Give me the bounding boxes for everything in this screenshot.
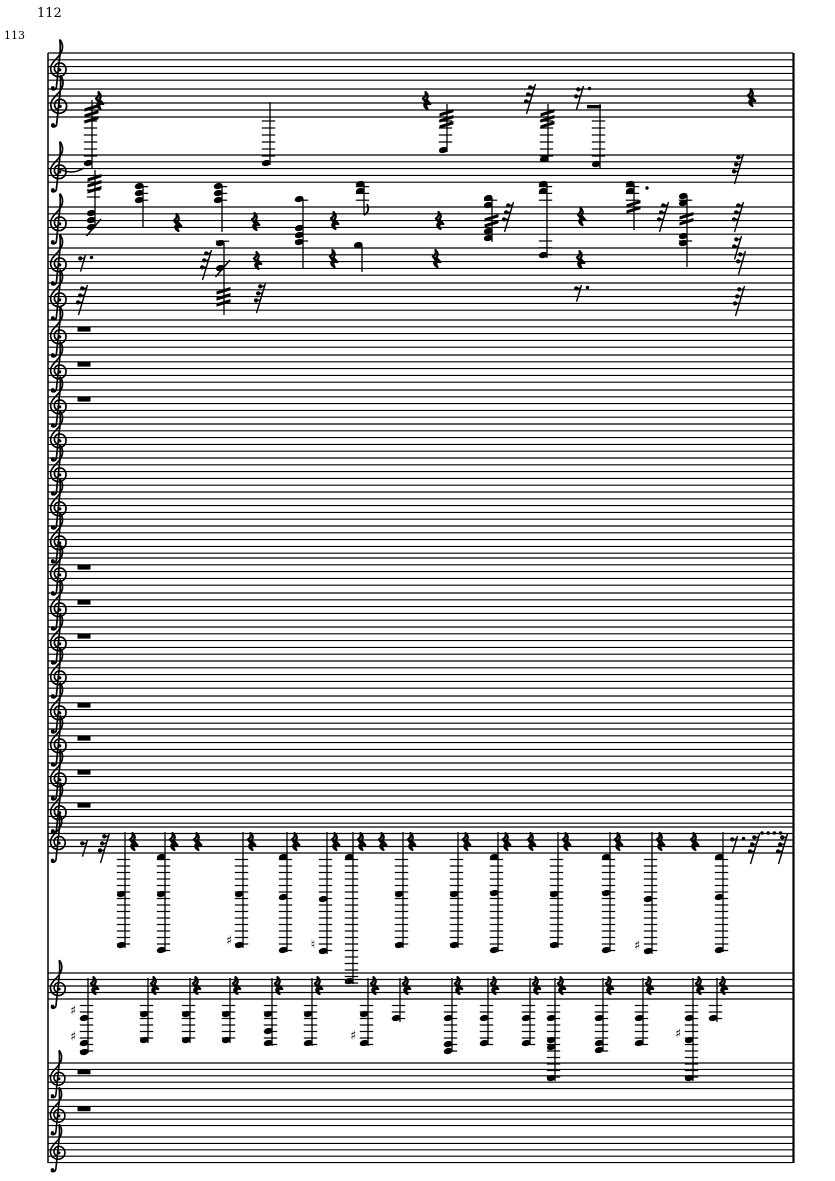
treble-clef-icon (50, 1050, 64, 1097)
note-column (601, 832, 615, 954)
treble-clef-icon (51, 142, 66, 192)
staff (48, 270, 793, 320)
note-column (261, 102, 275, 167)
sharp-icon (226, 933, 232, 948)
staff (48, 580, 793, 630)
treble-clef-icon (51, 580, 66, 630)
quarter-rest (248, 833, 255, 850)
note-column (549, 832, 563, 949)
note-column (594, 978, 608, 1054)
quarter-rest (463, 833, 470, 850)
thirtysecond-rest (733, 286, 745, 316)
treble-clef-icon (51, 545, 66, 595)
staff (48, 445, 793, 495)
staff (48, 513, 793, 563)
note-column (303, 978, 317, 1047)
note-column (483, 194, 498, 242)
quarter-rest (332, 833, 339, 850)
svg-text:♮: ♮ (310, 936, 316, 952)
note-column (438, 104, 453, 154)
quarter-rest (358, 833, 365, 850)
quarter-rest (503, 833, 510, 850)
treble-clef-icon (51, 377, 66, 427)
quarter-rest (433, 250, 440, 267)
measure-number-112: 112 (37, 6, 62, 21)
note-column (156, 832, 170, 954)
quarter-rest (330, 250, 337, 267)
quarter-rest (657, 833, 664, 850)
treble-clef-icon (51, 513, 66, 563)
note-column (489, 832, 503, 954)
note-column (634, 832, 657, 955)
note-column (479, 978, 493, 1047)
note-column (678, 192, 693, 267)
whole-rest (78, 327, 91, 332)
treble-clef-icon (51, 614, 66, 664)
note-column (344, 832, 358, 985)
staff (48, 75, 793, 127)
barlines (48, 53, 794, 1163)
note-column (116, 832, 130, 949)
svg-text:♯: ♯ (349, 1027, 357, 1043)
note-column (278, 832, 292, 954)
sharp-icon (634, 938, 640, 953)
svg-text:♯: ♯ (225, 932, 233, 948)
eighth-rest (574, 285, 589, 302)
eighth-rest (80, 840, 87, 857)
treble-clef-icon (51, 270, 66, 320)
staff (48, 1124, 793, 1171)
eighth-rest (730, 836, 745, 853)
note-column (714, 832, 728, 954)
note-column (675, 978, 698, 1082)
svg-text:♯: ♯ (633, 937, 641, 953)
quarter-rest (563, 833, 570, 850)
sharp-icon (70, 1029, 76, 1044)
treble-clef-icon (51, 648, 66, 698)
whole-rest (78, 1069, 91, 1074)
note-column (521, 978, 535, 1047)
quarter-rest (130, 833, 137, 850)
thirtysecond-rest (748, 834, 760, 864)
thirtysecond-rest (776, 834, 788, 864)
svg-text:♯: ♯ (69, 1028, 77, 1044)
note-column (221, 978, 235, 1044)
staff (48, 683, 793, 733)
note-column (443, 978, 457, 1055)
staff (48, 411, 793, 461)
note-column (546, 978, 560, 1082)
sharp-icon (350, 1028, 356, 1043)
whole-rest (78, 565, 91, 570)
tremolo-beams (88, 174, 102, 194)
quarter-rest (292, 833, 299, 850)
treble-clef-icon (51, 411, 66, 461)
note-column (350, 978, 373, 1047)
thirtysecond-rest (98, 833, 110, 863)
eighth-rest (78, 255, 93, 272)
treble-clef-icon (51, 307, 66, 357)
note-column (587, 104, 605, 168)
measure-number-113: 113 (4, 29, 25, 42)
note-column (634, 978, 648, 1047)
note-column (449, 832, 463, 949)
treble-clef-icon (51, 683, 66, 733)
whole-rest (78, 803, 91, 808)
whole-rest (78, 703, 91, 708)
whole-rest (78, 1106, 91, 1111)
treble-clef-icon (51, 194, 66, 244)
note-column (294, 195, 308, 268)
quarter-rest (615, 833, 622, 850)
tremolo-beams (440, 109, 454, 129)
note-column (394, 832, 408, 949)
quarter-rest (691, 833, 698, 850)
whole-rest (78, 397, 91, 402)
staff (48, 307, 793, 357)
treble-clef-icon (51, 479, 66, 529)
staff (48, 377, 793, 427)
note-column (139, 978, 153, 1044)
staff (48, 614, 793, 664)
whole-rest (78, 600, 91, 605)
staff (48, 479, 793, 529)
note-column (226, 832, 248, 949)
staff (48, 750, 793, 800)
treble-clef-icon (51, 750, 66, 800)
whole-rest (78, 736, 91, 741)
note-column (181, 978, 195, 1044)
thirtysecond-rest (254, 283, 266, 313)
natural-icon (311, 937, 315, 952)
quarter-rest (170, 833, 177, 850)
staff (48, 545, 793, 595)
treble-clef-icon (50, 960, 65, 1008)
note-column (625, 180, 649, 230)
quarter-rest (194, 833, 201, 850)
quarter-rest (528, 833, 535, 850)
treble-clef-icon (51, 75, 67, 127)
note-column (538, 180, 552, 259)
quarter-rest (423, 92, 430, 109)
note-column (86, 170, 101, 236)
treble-clef-icon (51, 445, 66, 495)
staff (48, 648, 793, 698)
svg-text:♯: ♯ (69, 1002, 77, 1018)
note-column (311, 832, 332, 955)
sharp-icon (675, 1026, 681, 1041)
whole-rest (78, 362, 91, 367)
staff (48, 40, 793, 90)
quarter-rest (578, 208, 585, 225)
staff (48, 1087, 793, 1134)
tremolo-beams (541, 109, 555, 129)
sharp-icon (70, 1003, 76, 1018)
whole-rest (78, 770, 91, 775)
quarter-rest (379, 833, 386, 850)
note-column (263, 978, 277, 1047)
note-column (539, 104, 554, 163)
quarter-rest (408, 833, 415, 850)
note-column (355, 180, 369, 215)
staff (48, 142, 793, 192)
staff (48, 342, 793, 392)
staff (48, 1050, 793, 1097)
staff (48, 960, 793, 1008)
note-column (353, 241, 363, 272)
quarter-rest (174, 214, 181, 231)
treble-clef-icon (51, 342, 66, 392)
svg-text:♯: ♯ (674, 1025, 682, 1041)
note-column (70, 978, 93, 1056)
whole-rest (78, 634, 91, 639)
quarter-rest (577, 251, 584, 268)
